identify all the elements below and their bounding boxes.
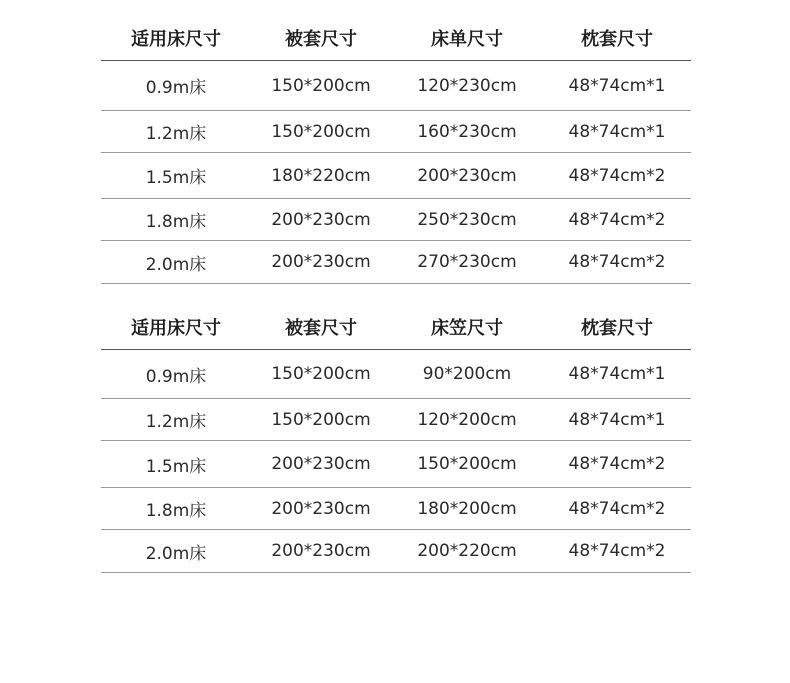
duvet-cover-cell: 150*200cm [271,364,371,384]
duvet-cover-cell: 200*230cm [271,454,371,474]
table-row [101,241,691,284]
header-pillowcase-size: 枕套尺寸 [581,29,653,50]
bed-size-cell: 0.9m床 [145,78,207,98]
header-duvet-cover-size: 被套尺寸 [285,29,357,50]
bed-sheet-cell: 120*230cm [417,75,517,96]
bed-sheet-cell: 200*230cm [417,165,517,186]
bed-size-cell: 1.5m床 [145,168,207,188]
duvet-cover-cell: 200*230cm [271,252,371,272]
pillowcase-cell: 48*74cm*1 [568,121,666,142]
size-table-fitted-sheet [101,303,691,573]
duvet-cover-cell: 150*200cm [271,409,371,430]
bed-size-cell: 1.8m床 [145,501,207,521]
header-bed-sheet-size: 床单尺寸 [431,29,503,50]
bed-size-cell: 1.5m床 [145,456,207,477]
bed-size-cell: 2.0m床 [145,254,207,275]
fitted-sheet-cell: 120*200cm [417,409,517,430]
pillowcase-cell: 48*74cm*2 [568,498,666,519]
fitted-sheet-cell: 180*200cm [417,498,517,519]
table-row [101,441,691,488]
duvet-cover-cell: 200*230cm [271,209,371,230]
bed-size-cell: 0.9m床 [145,366,207,387]
table-row [101,111,691,153]
duvet-cover-cell: 200*230cm [271,541,371,561]
table-row [101,199,691,241]
pillowcase-cell: 48*74cm*2 [568,165,666,186]
pillowcase-cell: 48*74cm*1 [568,75,666,96]
duvet-cover-cell: 180*220cm [271,165,371,186]
pillowcase-cell: 48*74cm*2 [568,454,666,474]
table-row [101,488,691,530]
header-fitted-sheet-size: 床笠尺寸 [431,318,503,339]
pillowcase-cell: 48*74cm*2 [568,209,666,230]
bed-size-cell: 1.2m床 [145,124,207,144]
bed-size-cell: 2.0m床 [145,543,207,564]
table-row [101,350,691,399]
header-pillowcase-size: 枕套尺寸 [581,318,653,339]
header-duvet-cover-size: 被套尺寸 [285,318,357,339]
table-row [101,153,691,199]
bed-sheet-cell: 250*230cm [417,209,517,230]
table-row [101,61,691,111]
table-header-row [101,303,691,350]
table-row [101,530,691,573]
bed-sheet-cell: 160*230cm [417,121,517,142]
pillowcase-cell: 48*74cm*2 [568,541,666,561]
header-bed-size: 适用床尺寸 [131,318,221,339]
pillowcase-cell: 48*74cm*1 [568,364,666,384]
pillowcase-cell: 48*74cm*2 [568,252,666,272]
pillowcase-cell: 48*74cm*1 [568,409,666,430]
fitted-sheet-cell: 200*220cm [417,541,517,561]
bed-size-cell: 1.2m床 [145,412,207,432]
duvet-cover-cell: 150*200cm [271,75,371,96]
size-table-bed-sheet [101,14,691,284]
duvet-cover-cell: 150*200cm [271,121,371,142]
fitted-sheet-cell: 90*200cm [422,364,512,384]
header-bed-size: 适用床尺寸 [131,29,221,50]
table-header-row [101,14,691,61]
bed-sheet-cell: 270*230cm [417,252,517,272]
table-row [101,399,691,441]
duvet-cover-cell: 200*230cm [271,498,371,519]
bed-size-cell: 1.8m床 [145,212,207,232]
fitted-sheet-cell: 150*200cm [417,454,517,474]
